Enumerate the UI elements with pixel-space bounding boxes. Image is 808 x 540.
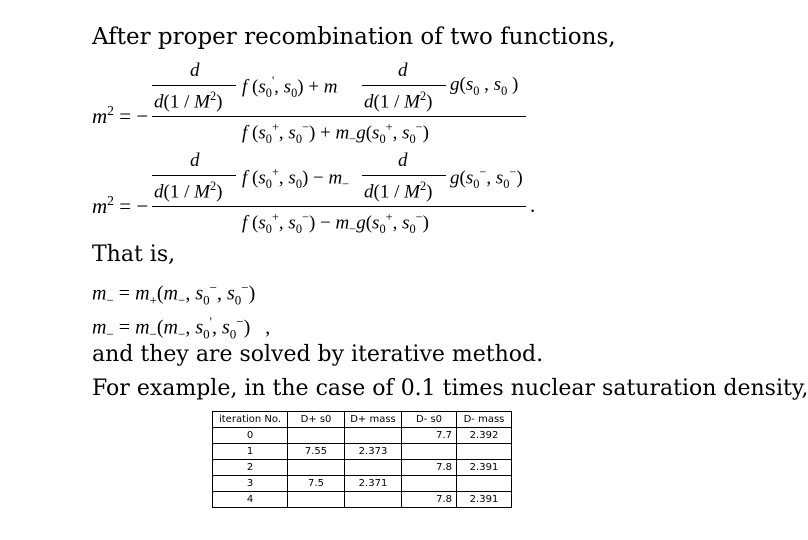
eq2-d-bar-2 (362, 175, 446, 176)
example-text: For example, in the case of 0.1 times nuclear saturation density, (92, 376, 808, 401)
cell-dplus-mass (345, 428, 402, 444)
table-row (213, 460, 512, 476)
eq2-numerator-g: $g(s_0^-$, $s_0^-$) (450, 165, 523, 192)
eq1-d-top-2: d (398, 60, 408, 81)
eq1-d-den-2: $d(1 / M^2)$ (364, 89, 433, 113)
equation-3: $m_- = m_+(m_-$, $s_0^-$, $s_0^-$) (92, 280, 256, 308)
table-row (213, 476, 512, 492)
cell-dplus-s0 (288, 428, 345, 444)
cell-dplus-s0 (288, 492, 345, 508)
header-dplus-mass: D+ mass (345, 412, 402, 428)
eq2-fraction-bar (152, 206, 526, 207)
cell-dminus-s0: 7.8 (402, 492, 457, 508)
header-dminus-s0: D- s0 (402, 412, 457, 428)
eq4-comma: , (265, 316, 271, 339)
eq1-denominator: f ($s_0^+$, $s_0^-) + m_-g(s_0^+$, $s_0^-$) (242, 120, 429, 147)
header-iteration: iteration No. (213, 412, 288, 428)
cell-dminus-mass: 2.391 (457, 492, 512, 508)
that-is-text: That is, (92, 242, 176, 267)
eq2-lhs: $m^2$ = − (92, 193, 149, 218)
cell-dminus-mass: 2.391 (457, 460, 512, 476)
table-row (213, 492, 512, 508)
eq2-denominator: f ($s_0^+$, $s_0^-) - m_-g(s_0^+$, $s_0^-$) (242, 210, 429, 237)
cell-dminus-mass (457, 444, 512, 460)
cell-iteration: 1 (213, 444, 288, 460)
solved-text: and they are solved by iterative method. (92, 342, 544, 367)
cell-dminus-mass (457, 476, 512, 492)
cell-dminus-s0: 7.7 (402, 428, 457, 444)
cell-dplus-s0 (288, 460, 345, 476)
iteration-table (212, 411, 512, 508)
eq2-d-top-2: d (398, 150, 408, 171)
header-dplus-s0: D+ s0 (288, 412, 345, 428)
eq2-numerator-f: f ($s_0^+$, $s_0) - m_-$ (242, 165, 350, 192)
cell-dminus-s0 (402, 476, 457, 492)
header-dminus-mass: D- mass (457, 412, 512, 428)
cell-dminus-s0: 7.8 (402, 460, 457, 476)
equation-4: $m_- = m_-(m_-$, $s_0'$, $s_0^-$) , (92, 314, 271, 342)
cell-iteration: 0 (213, 428, 288, 444)
table-row (213, 428, 512, 444)
cell-dplus-mass (345, 492, 402, 508)
cell-dplus-mass: 2.373 (345, 444, 402, 460)
cell-iteration: 3 (213, 476, 288, 492)
cell-dminus-s0 (402, 444, 457, 460)
eq2-d-den-2: $d(1 / M^2)$ (364, 179, 433, 203)
table-header-row (213, 412, 512, 428)
eq2-period: . (530, 193, 536, 217)
cell-dminus-mass: 2.392 (457, 428, 512, 444)
cell-iteration: 4 (213, 492, 288, 508)
table-row (213, 444, 512, 460)
cell-dplus-mass (345, 460, 402, 476)
eq2-d-top-1: d (190, 150, 200, 171)
cell-iteration: 2 (213, 460, 288, 476)
eq1-d-den-1: $d(1 / M^2)$ (154, 89, 223, 113)
eq1-fraction-bar (152, 116, 526, 117)
eq1-d-bar-1 (152, 85, 236, 86)
slide-title-text: After proper recombination of two functions, (92, 24, 616, 50)
eq1-d-bar-2 (362, 85, 446, 86)
eq1-numerator-g: $g(s_0$ , $s_0$ ) (450, 74, 519, 98)
cell-dplus-s0: 7.55 (288, 444, 345, 460)
eq2-d-bar-1 (152, 175, 236, 176)
cell-dplus-mass: 2.371 (345, 476, 402, 492)
cell-dplus-s0: 7.5 (288, 476, 345, 492)
eq1-numerator-f: f ($s_0'$, $s_0) + m$ (242, 74, 338, 101)
eq2-d-den-1: $d(1 / M^2)$ (154, 179, 223, 203)
eq1-lhs: $m^2$ = − (92, 103, 149, 128)
eq1-d-top-1: d (190, 60, 200, 81)
